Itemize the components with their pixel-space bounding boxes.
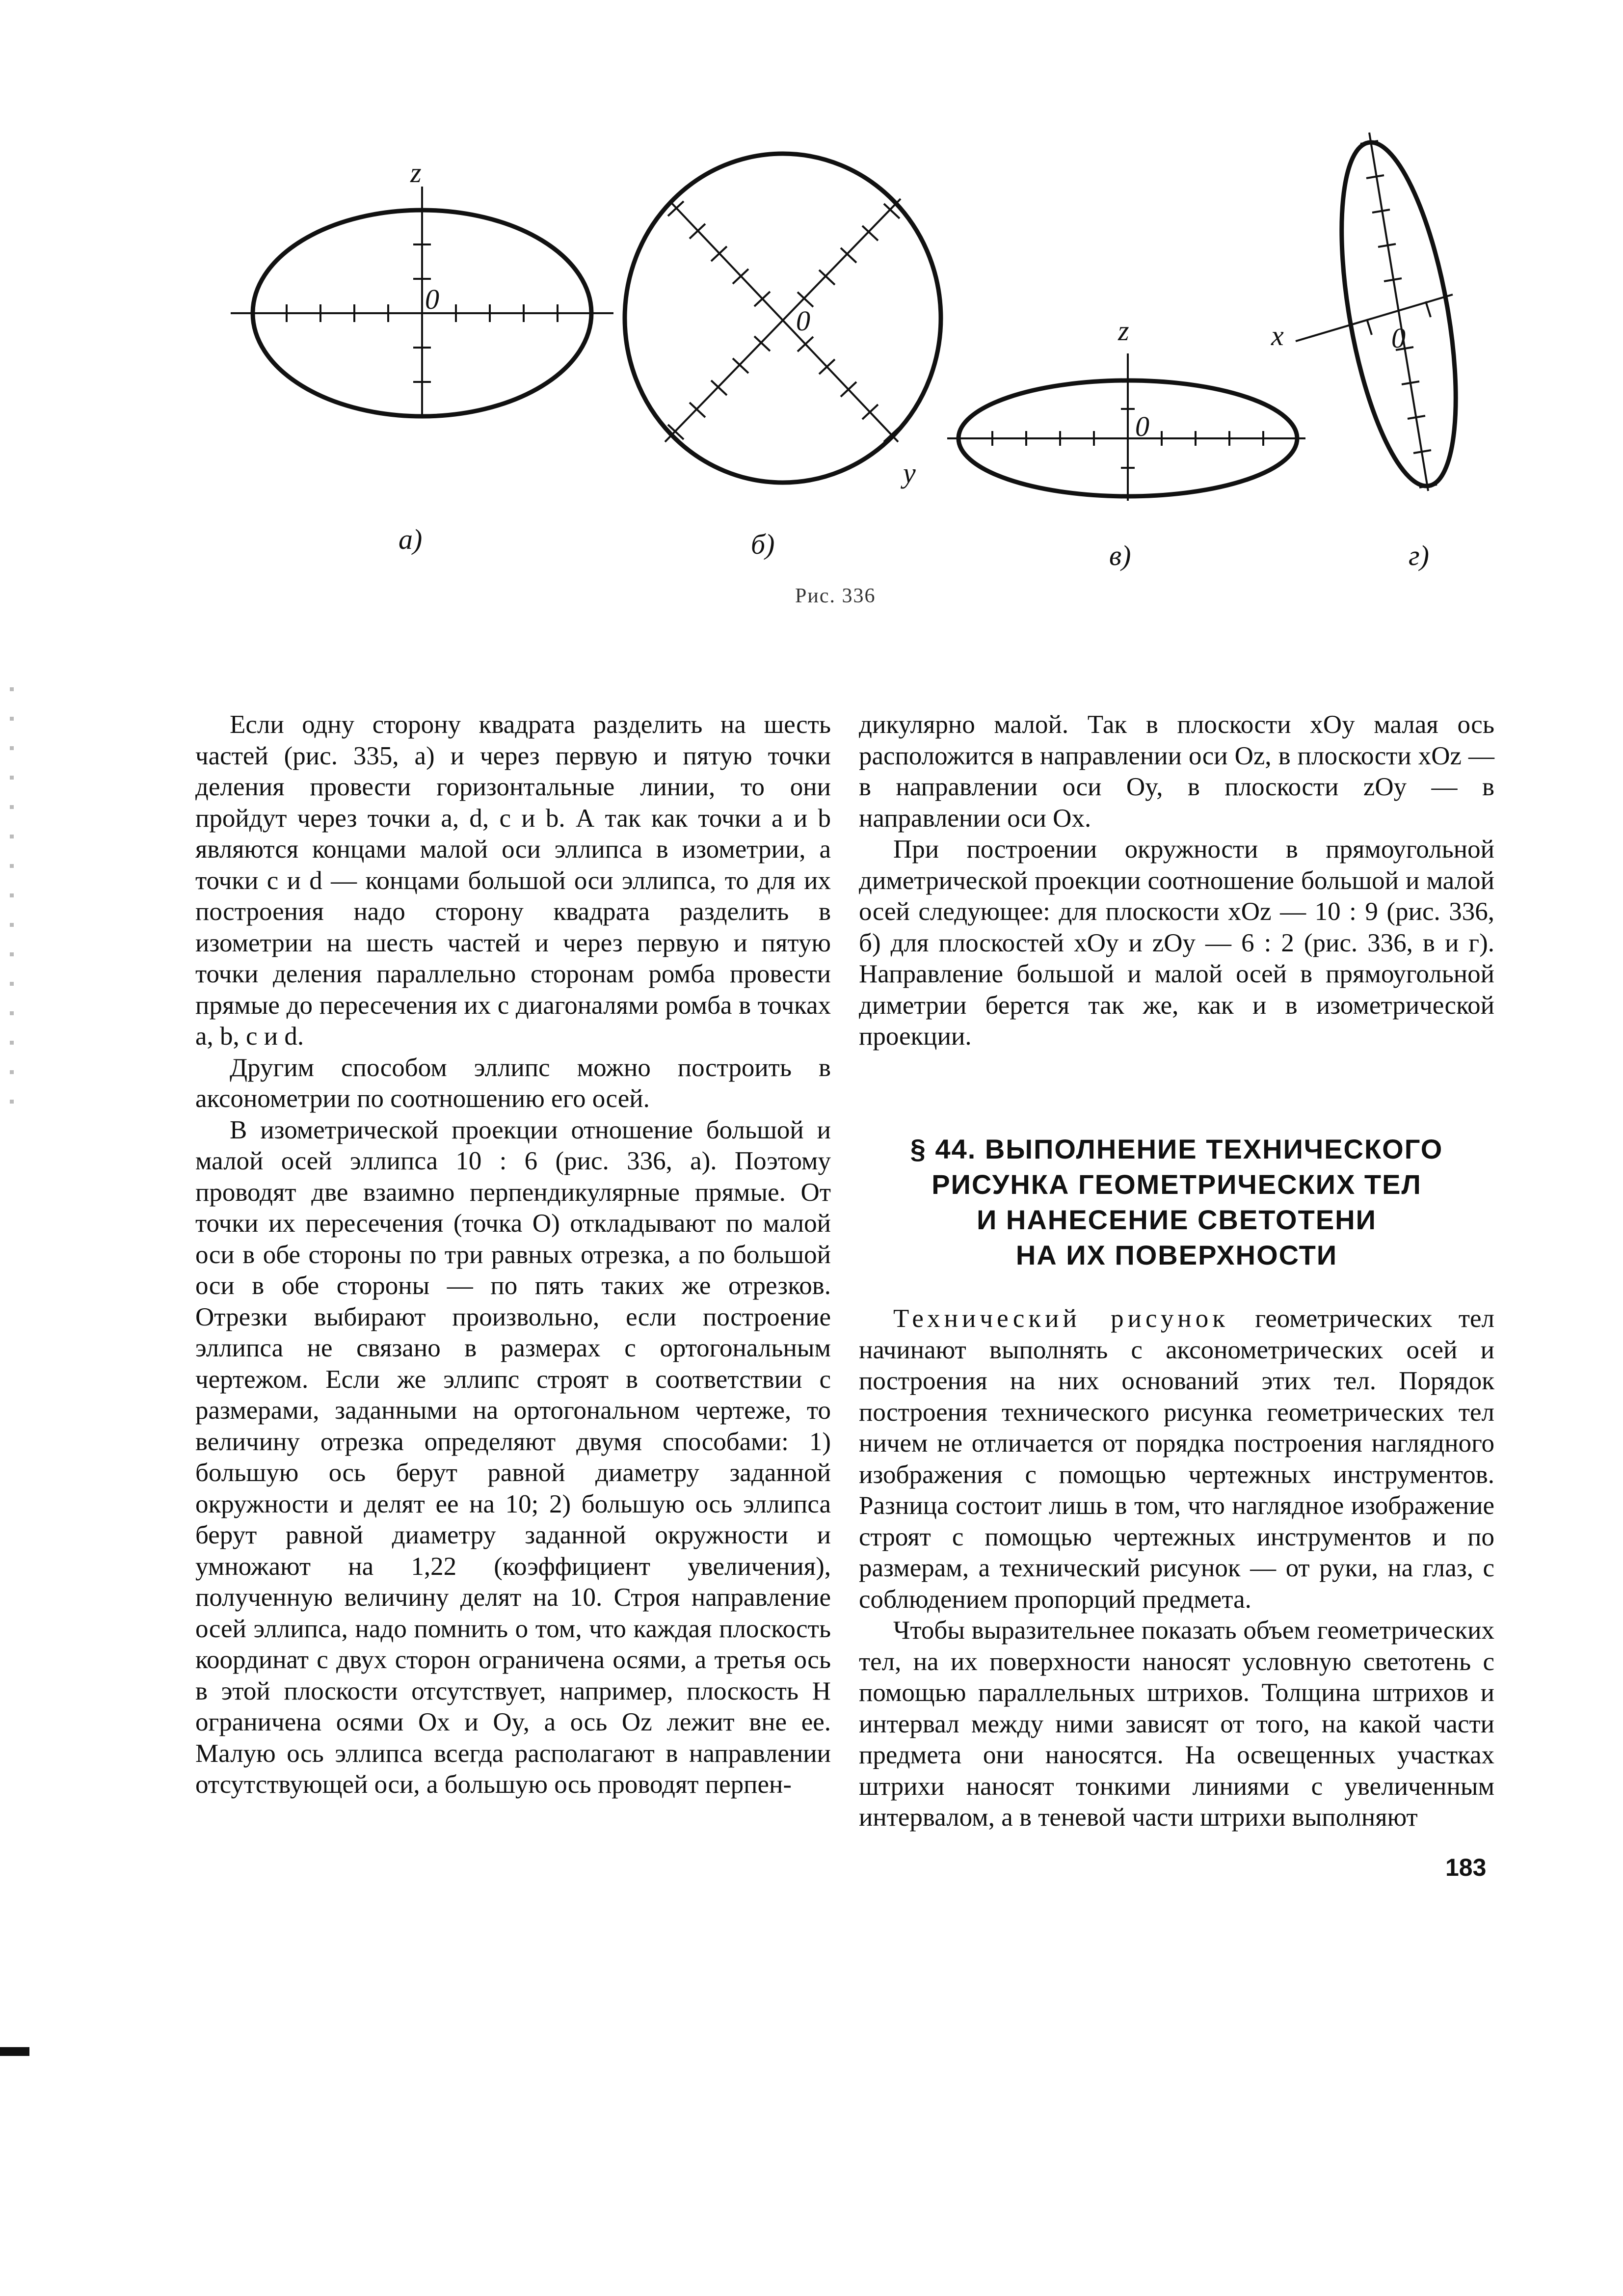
figure-caption: Рис. 336 (795, 585, 876, 607)
heading-line: И НАНЕСЕНИЕ СВЕТОТЕНИ (977, 1204, 1377, 1235)
paragraph: Чтобы выразительнее показать объем геометрических тел, на их поверхности наносят условную светотень с помощью параллельных штрихов. Толщина штрихов и интервал между ними зависят от того, на какой части предмета они наносятся. На освещенных участках штрихи наносят тонкими линиями с увеличенным интервалом, а в теневой части штрихи выполняют (859, 1616, 1494, 1832)
axis-label-g-x: x (1271, 320, 1284, 351)
paragraph-rest: геометрических тел начинают выполнять с аксонометрических осей и построения на них оснований этих тел. Порядок построения технического рисунка геометрических тел ничем не отличается от порядка построения наглядного изображения с помощью чертежных инструментов. Разница состоит лишь в том, что наглядное изображение строят с помощью чертежных инструментов и по размерам, а технический рисунок — от руки, на глаз, с соблюдением пропорций предмета. (859, 1304, 1494, 1614)
paragraph: При построении окружности в прямоугольной диметрической проекции соотношение большой и малой осей следующее: для плоскости xOz — 10 : 9 (рис. 336, б) для плоскостей xOy и zOy — 6 : 2 (рис. 336, в и г). Направление большой и малой осей в прямоугольной диметрии берется так же, как и в изометрической проекции. (859, 835, 1494, 1051)
figure-336 (0, 0, 1623, 638)
heading-line: НА ИХ ПОВЕРХНОСТИ (1015, 1240, 1338, 1270)
axis-label-a-o: 0 (425, 283, 439, 315)
figure-label-a: а) (399, 523, 423, 555)
figure-label-v: в) (1109, 540, 1131, 571)
scan-artifact (10, 687, 14, 1129)
section-heading (859, 1132, 1494, 1273)
axis-label-v-z: z (1118, 315, 1129, 347)
axis-label-b-y: y (903, 457, 916, 489)
axis-tick (1366, 175, 1384, 178)
paragraph: Другим способом эллипс можно построить в аксонометрии по соотношению его осей. (195, 1053, 831, 1113)
axis-tick (754, 336, 770, 351)
axis-label-v-o: 0 (1135, 410, 1149, 442)
axis-tick (1426, 301, 1431, 317)
axis-tick (819, 270, 835, 285)
axis-tick (841, 248, 856, 263)
right-column-top (859, 709, 1494, 1053)
figure-label-b: б) (751, 528, 775, 560)
axis-label-g-o: 0 (1391, 322, 1406, 354)
paragraph: Если одну сторону квадрата разделить на шесть частей (рис. 335, а) и через первую и пятую точки деления провести горизонтальные линии, то они пройдут через точки a, d, c и b. А так как точки a и b являются концами малой оси эллипса в изометрии, а точки c и d — концами большой оси эллипса, то для их построения надо сторону квадрата разделить в изометрии на шесть частей и через первую и пятую точки деления параллельно сторонам ромба провести прямые до пересечения их с диагоналями ромба в точках a, b, c и d. (195, 710, 831, 1051)
figure-drawing (0, 0, 1623, 638)
heading-line: § 44. ВЫПОЛНЕНИЕ ТЕХНИЧЕСКОГО (910, 1134, 1443, 1164)
left-column (195, 709, 831, 1801)
paragraph (859, 1303, 1494, 1615)
axis-tick (862, 226, 878, 241)
right-column-section (859, 1303, 1494, 1834)
heading-line: РИСУНКА ГЕОМЕТРИЧЕСКИХ ТЕЛ (931, 1169, 1422, 1200)
axis-tick (1367, 319, 1372, 335)
paragraph: В изометрической проекции отношение большой и малой осей эллипса 10 : 6 (рис. 336, а). Поэтому проводят две взаимно перпендикулярные прямые. От точки их пересечения (точка O) откладывают по малой оси в обе стороны по три равных отрезка, а по большой оси в обе стороны — по пять таких же отрезков. Отрезки выбирают произвольно, если построение эллипса не связано в размерах с ортогональным чертежом. Если же эллипс строят в соответствии с размерами, заданными на ортогональном чертеже, то величину отрезка определяют двумя способами: 1) большую ось берут равной диаметру заданной окружности и делят ее на 10; 2) большую ось эллипса берут равной диаметру заданной окружности и умножают на 1,22 (коэффициент увеличения), полученную величину делят на 10. Строя направление осей эллипса, надо помнить о том, что каждая плоскость координат с двух сторон ограничена осями, а третья ось в этой плоскости отсутствует, например, плоскость H ограничена осями Ox и Oy, а ось Oz лежит вне ее. Малую ось эллипса всегда располагают в направлении отсутствующей оси, а большую ось проводят перпен- (195, 1115, 831, 1799)
page-number: 183 (1445, 1854, 1487, 1881)
axis-label-a-z: z (410, 157, 422, 189)
paragraph: дикулярно малой. Так в плоскости xOy малая ось расположится в направлении оси Oz, в плоскости xOz — в направлении оси Oy, в плоскости zOy — в направлении оси Ox. (859, 710, 1494, 833)
spaced-term: Технический рисунок (893, 1304, 1229, 1333)
figure-label-g: г) (1409, 540, 1429, 571)
scan-artifact (0, 2047, 29, 2056)
axis-label-b-o: 0 (796, 305, 810, 337)
